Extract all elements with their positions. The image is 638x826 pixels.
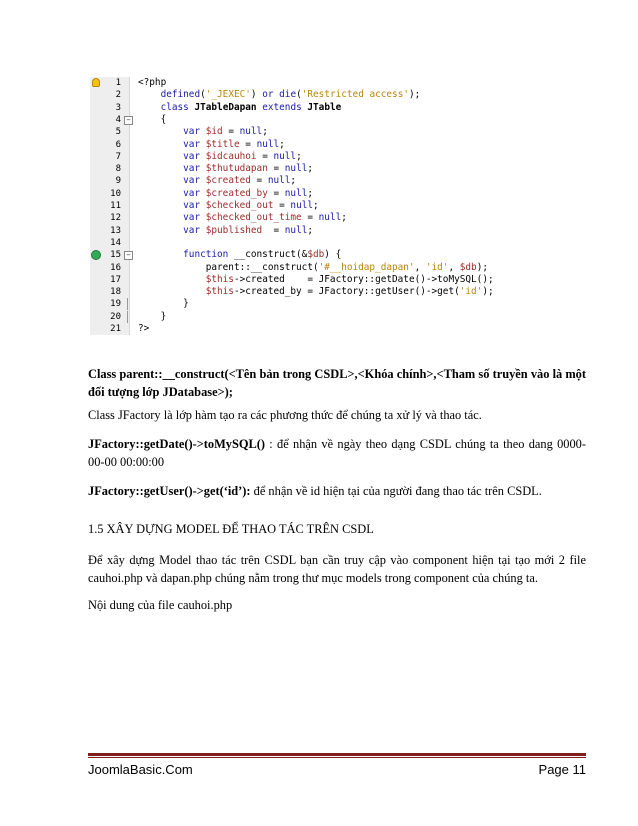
line-number: 9 [115, 176, 121, 187]
code-text: class JTableDapan extends JTable [160, 101, 342, 113]
line-number: 20 [110, 311, 121, 322]
code-line [90, 323, 544, 335]
fold-toggle-icon[interactable]: − [124, 116, 133, 125]
lightbulb-icon [92, 78, 100, 87]
paragraph-jfactory: Class JFactory là lớp hàm tạo ra các phương thức để chúng ta xử lý và thao tác. [88, 408, 482, 422]
code-line [90, 286, 544, 298]
line-number: 11 [110, 201, 121, 211]
footer-page-number: Page 11 [538, 762, 586, 777]
code-line [90, 200, 544, 212]
line-number: 18 [110, 287, 121, 298]
code-text: var $published = null; [183, 224, 314, 236]
line-number: 2 [115, 90, 121, 101]
code-line [90, 311, 544, 323]
getdate-term: JFactory::getDate()->toMySQL() [88, 437, 266, 451]
code-text: var $created_by = null; [183, 187, 314, 199]
line-number: 19 [110, 299, 121, 310]
line-number: 14 [110, 237, 121, 248]
code-text: ?> [138, 323, 150, 334]
code-text: var $idcauhoi = null; [183, 150, 302, 162]
code-line [90, 249, 544, 261]
line-number: 21 [110, 324, 121, 334]
code-text: } [138, 298, 189, 310]
paragraph-getdate [88, 436, 586, 471]
line-number: 4 [115, 114, 121, 125]
line-number: 12 [110, 213, 121, 224]
code-line [90, 298, 544, 310]
getuser-desc: để nhận về id hiện tại của người đang thao tác trên CSDL. [250, 484, 542, 498]
line-number: 15 [110, 250, 121, 261]
code-line [90, 77, 544, 89]
code-line [90, 237, 544, 249]
paragraph-construct: Class parent::__construct(<Tên bản trong CSDL>,<Khóa chính>,<Tham số truyền vào là một đối tượng lớp JDatabase>); [88, 367, 586, 399]
override-icon [91, 250, 101, 260]
code-text: $this->created_by = JFactory::getUser()->get('id'); [205, 286, 494, 298]
code-line [90, 102, 544, 114]
code-line [90, 212, 544, 224]
code-text: var $id = null; [183, 126, 268, 138]
code-text: parent::__construct('#__hoidap_dapan', 'id', $db); [138, 261, 488, 273]
line-number: 8 [115, 164, 121, 175]
line-number: 10 [110, 188, 121, 199]
code-text: var $checked_out = null; [183, 200, 319, 211]
code-text: var $thutudapan = null; [183, 163, 314, 175]
code-text: $this->created = JFactory::getDate()->toMySQL(); [205, 273, 494, 285]
code-text: <?php [138, 77, 167, 88]
code-text: function __construct(&$db) { [183, 249, 342, 261]
line-number: 6 [115, 139, 121, 150]
getuser-term: JFactory::getUser()->get(‘id’): [88, 484, 251, 498]
code-text: var $title = null; [183, 138, 285, 150]
code-line [90, 225, 544, 237]
code-line [90, 139, 544, 151]
line-number: 13 [110, 225, 121, 236]
code-screenshot [90, 75, 544, 337]
code-line [90, 126, 544, 138]
line-number: 16 [110, 262, 121, 273]
section-heading: 1.5 XÂY DỰNG MODEL ĐỂ THAO TÁC TRÊN CSDL [88, 522, 374, 536]
fold-end-marker [127, 298, 128, 310]
code-text: } [138, 310, 167, 322]
code-text: { [138, 113, 167, 125]
code-line [90, 262, 544, 274]
fold-toggle-icon[interactable]: − [124, 251, 133, 260]
code-line [90, 89, 544, 101]
footer-site-name: JoomlaBasic.Com [88, 762, 193, 777]
line-number: 3 [115, 102, 121, 113]
footer-rule-thin [88, 757, 586, 758]
code-line [90, 151, 544, 163]
fold-end-marker [127, 311, 128, 323]
paragraph-getuser [88, 483, 586, 501]
getdate-desc: : để nhận về ngày theo dạng CSDL chúng ta theo dang 0000-00-00 00:00:00 [88, 437, 586, 469]
paragraph-file-content: Nội dung của file cauhoi.php [88, 598, 233, 612]
footer-rule-thick [88, 753, 586, 756]
code-text: var $created = null; [183, 175, 297, 187]
line-number: 1 [115, 78, 121, 88]
code-line [90, 163, 544, 175]
paragraph-model: Để xây dựng Model thao tác trên CSDL bạn cần truy cập vào component hiện tại tạo mới 2 file cauhoi.php và dapan.php chúng nằm trong thư mục models trong component của chúng ta. [88, 553, 586, 585]
line-number: 17 [110, 274, 121, 285]
code-line [90, 274, 544, 286]
line-number: 5 [115, 127, 121, 138]
code-text: var $checked_out_time = null; [183, 212, 347, 224]
code-line [90, 114, 544, 126]
code-line [90, 188, 544, 200]
line-number: 7 [115, 151, 121, 162]
code-text: defined('_JEXEC') or die('Restricted access'); [160, 89, 421, 101]
code-line [90, 175, 544, 187]
